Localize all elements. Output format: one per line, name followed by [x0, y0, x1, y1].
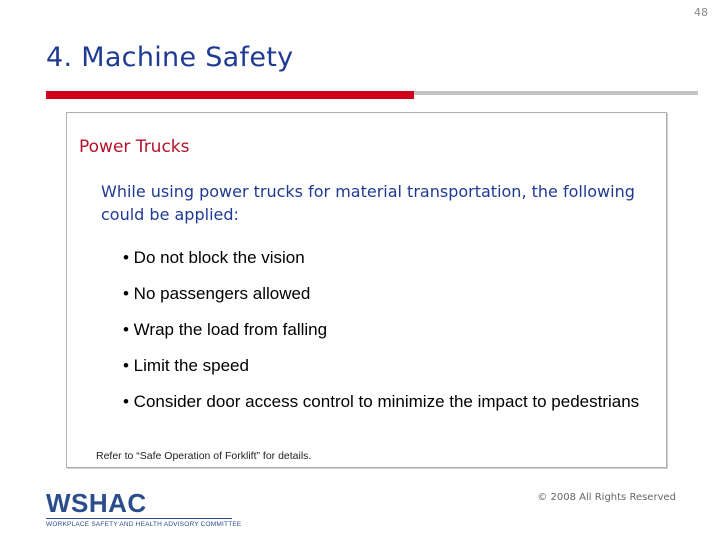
logo-tagline: WORKPLACE SAFETY AND HEALTH ADVISORY COMMITTEE: [46, 521, 242, 528]
copyright: © 2008 All Rights Reserved: [537, 492, 676, 503]
logo-wordmark: WSHAC: [46, 488, 147, 518]
bullet-item: • Wrap the load from falling: [123, 320, 328, 339]
title-underline-gray: [414, 91, 698, 95]
title-underline: [46, 91, 698, 99]
bullet-item: • No passengers allowed: [123, 284, 311, 303]
logo-rule: [46, 518, 232, 519]
bullet-item: • Consider door access control to minimize the impact to pedestrians: [123, 392, 640, 411]
slide-number: 48: [694, 6, 708, 19]
bullet-item: • Limit the speed: [123, 356, 249, 375]
content-box: [66, 112, 667, 468]
footnote: Refer to “Safe Operation of Forklift” for details.: [96, 450, 312, 462]
wshac-logo: [46, 488, 242, 530]
intro-text: While using power trucks for material transportation, the following could be applied:: [101, 182, 635, 224]
page-title: 4. Machine Safety: [46, 42, 294, 73]
bullet-list: [123, 248, 663, 428]
section-heading: Power Trucks: [79, 137, 190, 157]
title-underline-red: [46, 91, 414, 99]
bullet-item: • Do not block the vision: [123, 248, 305, 267]
